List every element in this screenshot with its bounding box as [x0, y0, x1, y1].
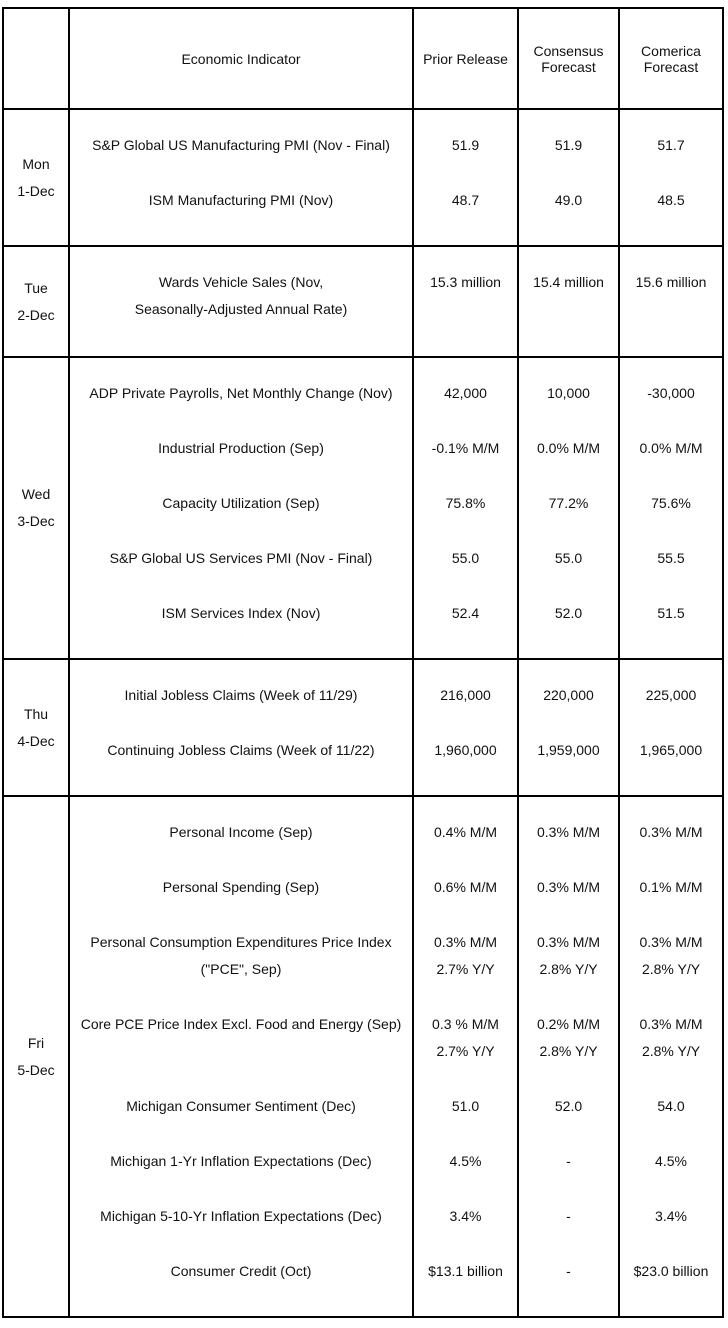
comerica-item	[620, 435, 722, 490]
comerica-item	[620, 929, 722, 1011]
comerica-forecast-cell	[619, 796, 723, 1317]
comerica-text: 51.5	[657, 605, 685, 621]
indicator-text: Personal Income (Sep)	[169, 824, 313, 840]
consensus-text: 1,959,000	[537, 742, 600, 758]
indicator-text: ("PCE", Sep)	[200, 961, 282, 977]
indicator-cell	[69, 796, 413, 1317]
prior-item	[414, 1203, 517, 1258]
prior-item	[414, 819, 517, 874]
indicator-item	[70, 380, 412, 435]
indicator-cell	[69, 246, 413, 357]
comerica-text: 4.5%	[655, 1153, 687, 1169]
day-date: 5-Dec	[17, 1061, 55, 1078]
comerica-text: 15.6 million	[635, 274, 707, 290]
indicator-text: Continuing Jobless Claims (Week of 11/22)	[107, 742, 375, 758]
header-day	[3, 8, 69, 109]
consensus-item	[519, 435, 618, 490]
consensus-item	[519, 187, 618, 242]
day-name: Mon	[22, 155, 50, 172]
prior-text: -0.1% M/M	[431, 440, 500, 456]
comerica-text: 54.0	[657, 1098, 685, 1114]
prior-text: $13.1 billion	[428, 1263, 503, 1279]
prior-text: 2.7% Y/Y	[436, 961, 495, 977]
prior-text: 15.3 million	[430, 274, 501, 290]
prior-item	[414, 380, 517, 435]
prior-item	[414, 600, 517, 655]
indicator-item	[70, 819, 412, 874]
comerica-item	[620, 1258, 722, 1313]
indicator-text: Michigan Consumer Sentiment (Dec)	[126, 1098, 356, 1114]
indicator-item	[70, 874, 412, 929]
day-group-row	[3, 246, 723, 357]
consensus-text: 10,000	[547, 385, 590, 401]
consensus-text: 0.3% M/M	[536, 934, 600, 950]
indicator-text: Personal Consumption Expenditures Price Index	[90, 934, 392, 950]
indicator-item	[70, 600, 412, 655]
consensus-text: 52.0	[554, 1098, 583, 1114]
header-consensus-forecast	[518, 8, 619, 109]
consensus-item	[519, 269, 618, 324]
indicator-text: ISM Services Index (Nov)	[161, 605, 321, 621]
day-group-row	[3, 109, 723, 246]
consensus-item	[519, 490, 618, 545]
consensus-forecast-cell	[518, 109, 619, 246]
prior-item	[414, 874, 517, 929]
comerica-item	[620, 187, 722, 242]
header-comerica-forecast	[619, 8, 723, 109]
day-date: 4-Dec	[17, 732, 55, 749]
consensus-item	[519, 545, 618, 600]
indicator-item	[70, 737, 412, 792]
indicator-cell	[69, 109, 413, 246]
day-date: 2-Dec	[17, 306, 55, 323]
consensus-item	[519, 682, 618, 737]
day-name: Wed	[21, 486, 51, 502]
prior-text: 4.5%	[449, 1153, 482, 1169]
indicator-item	[70, 1258, 412, 1313]
comerica-text: 3.4%	[655, 1208, 687, 1224]
comerica-item	[620, 1093, 722, 1148]
consensus-item	[519, 874, 618, 929]
day-cell	[3, 796, 69, 1317]
indicator-item	[70, 269, 412, 324]
prior-text: 75.8%	[445, 495, 486, 511]
consensus-text: 15.4 million	[533, 274, 604, 290]
prior-text: 48.7	[451, 192, 480, 208]
comerica-item	[620, 545, 722, 600]
indicator-text: Michigan 1-Yr Inflation Expectations (Dec)	[110, 1153, 372, 1169]
consensus-text: 0.0% M/M	[536, 440, 600, 456]
header-comerica-label: Comerica Forecast	[641, 42, 701, 75]
comerica-item	[620, 874, 722, 929]
day-date: 1-Dec	[17, 182, 55, 199]
prior-text: 2.7% Y/Y	[436, 1043, 495, 1059]
indicator-item	[70, 187, 412, 242]
comerica-item	[620, 737, 722, 792]
indicator-text: ADP Private Payrolls, Net Monthly Change (Nov)	[89, 385, 393, 401]
prior-text: 1,960,000	[434, 742, 497, 758]
indicator-text: Industrial Production (Sep)	[158, 440, 324, 456]
day-cell	[3, 357, 69, 659]
consensus-item	[519, 929, 618, 1011]
indicator-text: Michigan 5-10-Yr Inflation Expectations (Dec)	[100, 1208, 382, 1224]
day-cell	[3, 246, 69, 357]
prior-text: 55.0	[451, 550, 480, 566]
indicator-text: Core PCE Price Index Excl. Food and Energy (Sep)	[80, 1016, 402, 1032]
day-cell	[3, 659, 69, 796]
prior-item	[414, 435, 517, 490]
comerica-text: 51.7	[657, 137, 685, 153]
consensus-item	[519, 1011, 618, 1093]
comerica-item	[620, 132, 722, 187]
consensus-forecast-cell	[518, 357, 619, 659]
prior-item	[414, 132, 517, 187]
consensus-text: 77.2%	[548, 495, 589, 511]
day-group-row	[3, 357, 723, 659]
comerica-forecast-cell	[619, 357, 723, 659]
consensus-item	[519, 737, 618, 792]
consensus-forecast-cell	[518, 659, 619, 796]
comerica-text: 2.8% Y/Y	[641, 1043, 701, 1059]
indicator-text: Consumer Credit (Oct)	[170, 1263, 312, 1279]
prior-item	[414, 682, 517, 737]
consensus-item	[519, 380, 618, 435]
comerica-text: $23.0 billion	[633, 1263, 709, 1279]
indicator-item	[70, 132, 412, 187]
prior-text: 42,000	[444, 385, 487, 401]
comerica-item	[620, 490, 722, 545]
consensus-text: 55.0	[554, 550, 583, 566]
consensus-text: 52.0	[554, 605, 583, 621]
comerica-item	[620, 1148, 722, 1203]
prior-release-cell	[413, 796, 518, 1317]
consensus-item	[519, 819, 618, 874]
consensus-text: 2.8% Y/Y	[539, 961, 598, 977]
header-prior-release: Prior Release	[413, 8, 518, 109]
prior-text: 0.3% M/M	[433, 934, 497, 950]
prior-item	[414, 1093, 517, 1148]
indicator-text: Personal Spending (Sep)	[162, 879, 320, 895]
comerica-item	[620, 819, 722, 874]
prior-item	[414, 269, 517, 324]
comerica-text: 225,000	[645, 687, 697, 703]
prior-item	[414, 737, 517, 792]
comerica-item	[620, 1203, 722, 1258]
consensus-item	[519, 132, 618, 187]
consensus-text: 0.3% M/M	[536, 879, 600, 895]
indicator-text: ISM Manufacturing PMI (Nov)	[148, 192, 334, 208]
prior-item	[414, 187, 517, 242]
day-name: Fri	[27, 1034, 45, 1051]
indicator-item	[70, 682, 412, 737]
comerica-text: 0.0% M/M	[639, 440, 703, 456]
prior-item	[414, 490, 517, 545]
table-body	[3, 109, 723, 1317]
day-group-row	[3, 796, 723, 1317]
day-name: Thu	[23, 705, 49, 722]
comerica-text: 75.6%	[651, 495, 691, 511]
comerica-item	[620, 269, 722, 324]
prior-release-cell	[413, 659, 518, 796]
prior-item	[414, 1258, 517, 1313]
indicator-text: Initial Jobless Claims (Week of 11/29)	[124, 687, 358, 703]
day-date: 3-Dec	[17, 513, 55, 529]
consensus-forecast-cell	[518, 246, 619, 357]
consensus-text: 51.9	[554, 137, 583, 153]
prior-text: 51.9	[451, 137, 480, 153]
consensus-text: 220,000	[543, 687, 594, 703]
day-cell	[3, 109, 69, 246]
indicator-item	[70, 1093, 412, 1148]
comerica-text: 0.3% M/M	[639, 824, 703, 840]
indicator-item	[70, 490, 412, 545]
comerica-text: 0.3% M/M	[639, 1016, 703, 1032]
indicator-item	[70, 545, 412, 600]
day-group-row	[3, 659, 723, 796]
economic-calendar-table	[2, 7, 724, 1318]
prior-release-cell	[413, 109, 518, 246]
indicator-text: S&P Global US Services PMI (Nov - Final)	[109, 550, 373, 566]
prior-item	[414, 1011, 517, 1093]
indicator-cell	[69, 659, 413, 796]
consensus-text: 2.8% Y/Y	[539, 1043, 598, 1059]
comerica-text: 1,965,000	[639, 742, 703, 758]
header-row	[3, 8, 723, 109]
consensus-item	[519, 1148, 618, 1203]
indicator-item	[70, 1148, 412, 1203]
comerica-text: -30,000	[647, 385, 695, 401]
consensus-text: -	[566, 1208, 571, 1224]
comerica-forecast-cell	[619, 659, 723, 796]
prior-item	[414, 929, 517, 1011]
prior-text: 0.3 % M/M	[432, 1016, 499, 1032]
day-name: Tue	[24, 279, 48, 296]
prior-item	[414, 1148, 517, 1203]
indicator-text: Capacity Utilization (Sep)	[162, 495, 320, 511]
comerica-text: 0.1% M/M	[639, 879, 703, 895]
prior-text: 0.6% M/M	[433, 879, 497, 895]
consensus-text: 0.2% M/M	[536, 1016, 600, 1032]
prior-text: 52.4	[451, 605, 480, 621]
prior-text: 3.4%	[449, 1208, 482, 1224]
consensus-item	[519, 1093, 618, 1148]
comerica-text: 55.5	[657, 550, 685, 566]
indicator-item	[70, 435, 412, 490]
header-indicator: Economic Indicator	[69, 8, 413, 109]
consensus-forecast-cell	[518, 796, 619, 1317]
consensus-text: 49.0	[554, 192, 583, 208]
comerica-text: 48.5	[657, 192, 685, 208]
comerica-forecast-cell	[619, 109, 723, 246]
indicator-text: S&P Global US Manufacturing PMI (Nov - Final)	[92, 137, 390, 153]
comerica-text: 2.8% Y/Y	[641, 961, 701, 977]
consensus-text: 0.3% M/M	[536, 824, 600, 840]
header-consensus-label: Consensus Forecast	[533, 42, 604, 75]
prior-text: 0.4% M/M	[433, 824, 497, 840]
prior-item	[414, 545, 517, 600]
consensus-text: -	[566, 1153, 571, 1169]
consensus-item	[519, 1258, 618, 1313]
indicator-item	[70, 1203, 412, 1258]
indicator-item	[70, 1011, 412, 1093]
prior-text: 216,000	[440, 687, 491, 703]
consensus-item	[519, 600, 618, 655]
consensus-text: -	[566, 1263, 571, 1279]
prior-release-cell	[413, 246, 518, 357]
indicator-item	[70, 929, 412, 1011]
consensus-item	[519, 1203, 618, 1258]
comerica-item	[620, 1011, 722, 1093]
indicator-text: Seasonally-Adjusted Annual Rate)	[134, 301, 348, 317]
prior-release-cell	[413, 357, 518, 659]
comerica-item	[620, 600, 722, 655]
comerica-item	[620, 380, 722, 435]
comerica-item	[620, 682, 722, 737]
prior-text: 51.0	[451, 1098, 480, 1114]
comerica-forecast-cell	[619, 246, 723, 357]
comerica-text: 0.3% M/M	[639, 934, 703, 950]
indicator-cell	[69, 357, 413, 659]
indicator-text: Wards Vehicle Sales (Nov,	[158, 274, 324, 290]
